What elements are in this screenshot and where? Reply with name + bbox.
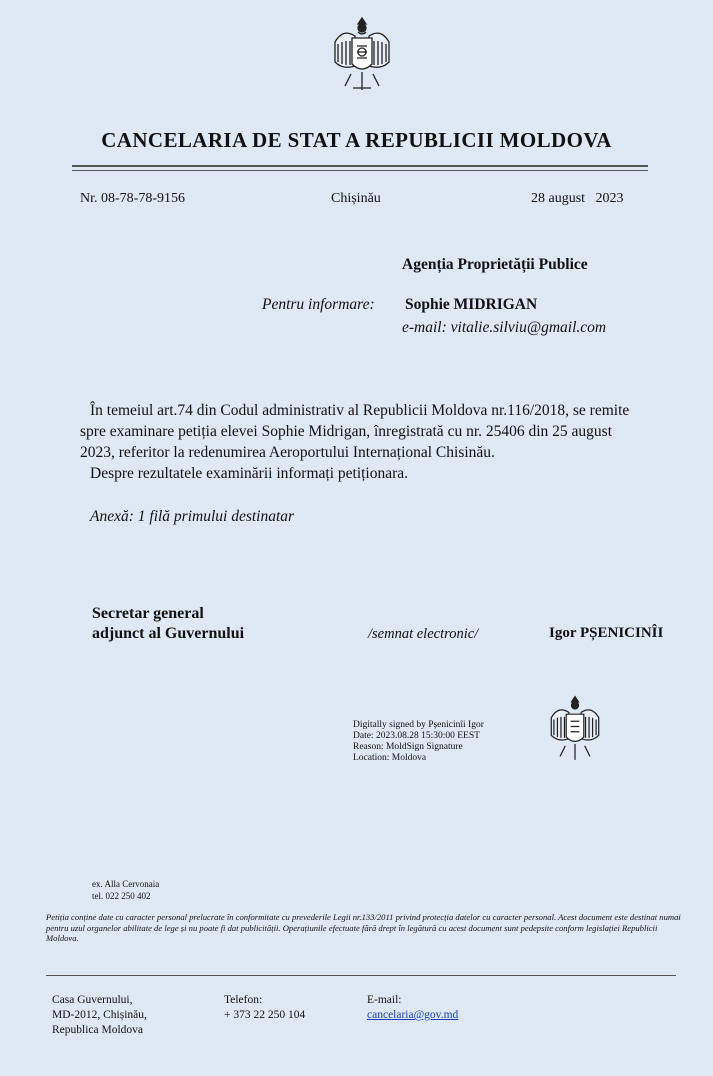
executor-phone: tel. 022 250 402 [92,891,151,901]
digital-signature-line: Reason: MoldSign Signature [353,742,463,752]
footer-phone-value: + 373 22 250 104 [224,1009,306,1021]
footer-phone [224,993,305,1023]
moldova-coat-of-arms-icon [329,14,395,98]
annex-note: Anexă: 1 filă primului destinatar [90,508,295,525]
signatory-role [92,604,244,644]
digital-signature-line: Date: 2023.08.28 15:30:00 EEST [353,731,480,741]
title-divider [72,165,648,167]
privacy-notice: Petiția conține date cu caracter personal prelucrate în conformitate cu prevederile Legii nr.133/2011 privind protecția datelor cu caracter personal. Acest document este destinat numai pentru uzul organelor abilitate de lege și nu poate fi dat publicității. Operațiunile efectuate fără drept în legătură cu acest document sunt pedepsite conform legislației Republicii Moldova. [46,912,681,943]
footer-address-line: MD-2012, Chișinău, [52,1009,147,1021]
issue-date: 28 august 2023 [531,191,624,206]
info-label: Pentru informare: [262,296,375,313]
footer-email-link[interactable]: cancelaria@gov.md [367,1009,459,1021]
recipient-organization: Agenția Proprietății Publice [402,256,588,273]
footer-email-label: E-mail: [367,994,402,1006]
footer-email [367,993,458,1023]
footer-divider [46,975,676,976]
signatory-name: Igor PȘENICINÎI [549,625,664,641]
executor-contact [92,878,159,902]
body-paragraph: Despre rezultatele examinării informați petiționara. [90,465,409,482]
registration-number: Nr. 08-78-78-9156 [80,191,185,206]
footer-address [52,993,147,1038]
electronic-signature-mark: /semnat electronic/ [368,626,479,642]
digital-signature-block [353,720,484,764]
letter-body [80,400,640,484]
signatory-role-line: Secretar general [92,605,204,622]
footer-address-line: Republica Moldova [52,1024,144,1036]
footer-address-line: Casa Guvernului, [52,994,133,1006]
digital-signature-line: Digitally signed by Pșenicinîi Igor [353,720,484,730]
issue-city: Chișinău [331,191,381,206]
executor-name: ex. Alla Cervonaia [92,879,160,889]
footer-phone-label: Telefon: [224,994,263,1006]
body-paragraph: În temeiul art.74 din Codul administrativ al Republicii Moldova nr.116/2018, se remite spre examinare petiția elevei Sophie Midrigan, înregistrată cu nr. 25406 din 25 august 2023, referitor la redenumirea Aeroportului Internațional Chisinău. [80,402,630,461]
moldova-coat-of-arms-icon [546,692,604,768]
info-recipient-name: Sophie MIDRIGAN [405,296,538,313]
recipient-email: e-mail: vitalie.silviu@gmail.com [402,319,607,336]
title-divider-thin [72,170,648,171]
document-title: CANCELARIA DE STAT A REPUBLICII MOLDOVA [101,128,612,152]
signatory-role-line: adjunct al Guvernului [92,625,245,642]
digital-signature-line: Location: Moldova [353,753,427,763]
